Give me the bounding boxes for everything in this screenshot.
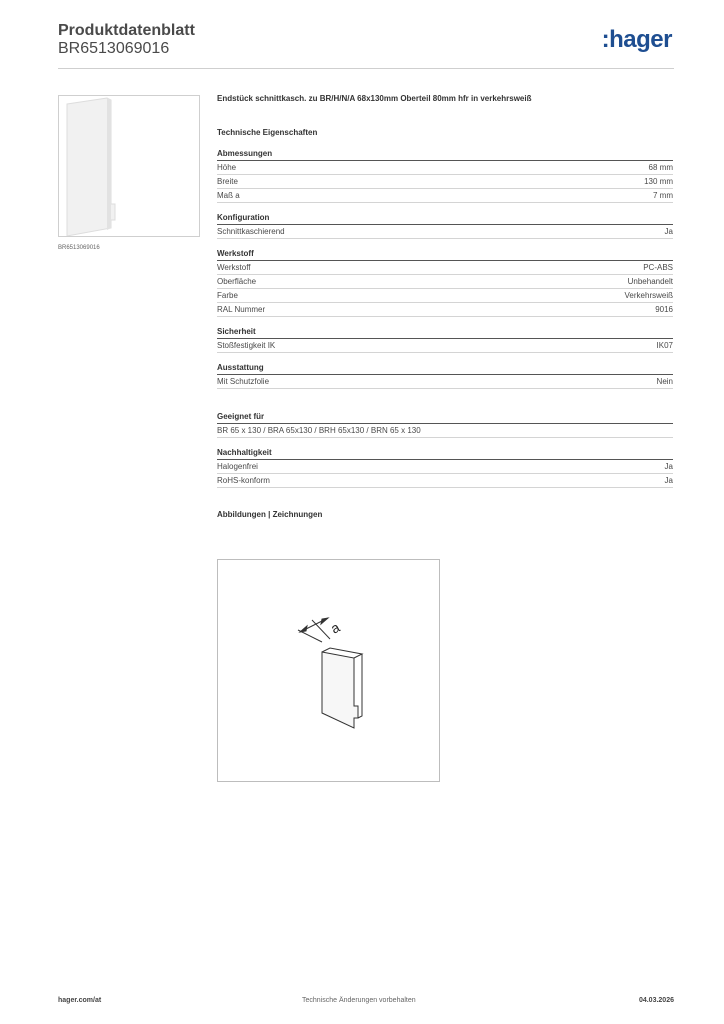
spec-label: Mit Schutzfolie	[217, 377, 270, 386]
spec-value: Ja	[664, 476, 673, 485]
spec-row	[217, 175, 673, 189]
section-geeignet-fuer	[217, 411, 673, 438]
document-title: Produktdatenblatt	[58, 22, 195, 39]
spec-label: RAL Nummer	[217, 305, 266, 314]
spec-value: 68 mm	[648, 163, 673, 172]
section-ausstattung	[217, 362, 673, 389]
spec-value: PC-ABS	[643, 263, 673, 272]
spec-label: Maß a	[217, 191, 240, 200]
spec-row	[217, 339, 673, 353]
section-title: Nachhaltigkeit	[217, 447, 673, 460]
photo-caption: BR6513069016	[58, 245, 100, 251]
footer-website: hager.com/at	[58, 997, 102, 1004]
hager-logo: :hager	[601, 26, 672, 53]
section-title: Werkstoff	[217, 248, 673, 261]
spec-value: 7 mm	[653, 191, 673, 200]
technical-drawing	[217, 559, 440, 782]
spec-label: BR 65 x 130 / BRA 65x130 / BRH 65x130 / BRN 65 x 130	[217, 426, 421, 435]
spec-value: Nein	[656, 377, 673, 386]
section-title: Abmessungen	[217, 148, 673, 161]
spec-label: Stoßfestigkeit IK	[217, 341, 276, 350]
spec-row	[217, 375, 673, 389]
page-header	[58, 22, 674, 69]
product-photo	[58, 95, 200, 237]
spec-row	[217, 289, 673, 303]
technical-properties-title: Technische Eigenschaften	[217, 128, 318, 137]
spec-label: Werkstoff	[217, 263, 251, 272]
spec-label: Höhe	[217, 163, 237, 172]
spec-row	[217, 225, 673, 239]
spec-value: IK07	[656, 341, 673, 350]
spec-row	[217, 261, 673, 275]
section-title: Sicherheit	[217, 326, 673, 339]
product-description: Endstück schnittkasch. zu BR/H/N/A 68x130mm Oberteil 80mm hfr in verkehrsweiß	[217, 94, 532, 103]
product-photo-image	[59, 96, 199, 236]
figures-title: Abbildungen | Zeichnungen	[217, 510, 323, 519]
spec-value: Ja	[664, 227, 673, 236]
end-cap-drawing	[218, 560, 439, 781]
spec-row	[217, 189, 673, 203]
spec-label: Halogenfrei	[217, 462, 258, 471]
spec-row	[217, 161, 673, 175]
section-title: Konfiguration	[217, 212, 673, 225]
spec-row	[217, 474, 673, 488]
dimension-label-a: a	[327, 618, 343, 637]
spec-label: RoHS-konform	[217, 476, 270, 485]
section-konfiguration	[217, 212, 673, 239]
section-abmessungen	[217, 148, 673, 203]
section-werkstoff	[217, 248, 673, 317]
article-number: BR6513069016	[58, 40, 170, 57]
section-sicherheit	[217, 326, 673, 353]
spec-label: Breite	[217, 177, 238, 186]
spec-row	[217, 275, 673, 289]
specification-content	[217, 94, 673, 519]
spec-row	[217, 424, 673, 438]
spec-row	[217, 303, 673, 317]
section-nachhaltigkeit	[217, 447, 673, 488]
spec-label: Farbe	[217, 291, 238, 300]
section-title: Geeignet für	[217, 411, 673, 424]
spec-value: 130 mm	[644, 177, 673, 186]
spec-label: Oberfläche	[217, 277, 257, 286]
spec-row	[217, 460, 673, 474]
footer-date: 04.03.2026	[638, 997, 674, 1004]
spec-label: Schnittkaschierend	[217, 227, 285, 236]
spec-value: 9016	[655, 305, 673, 314]
spec-value: Verkehrsweiß	[624, 291, 673, 300]
spec-value: Ja	[664, 462, 673, 471]
section-title: Ausstattung	[217, 362, 673, 375]
footer-note: Technische Änderungen vorbehalten	[302, 997, 416, 1004]
spec-value: Unbehandelt	[627, 277, 673, 286]
